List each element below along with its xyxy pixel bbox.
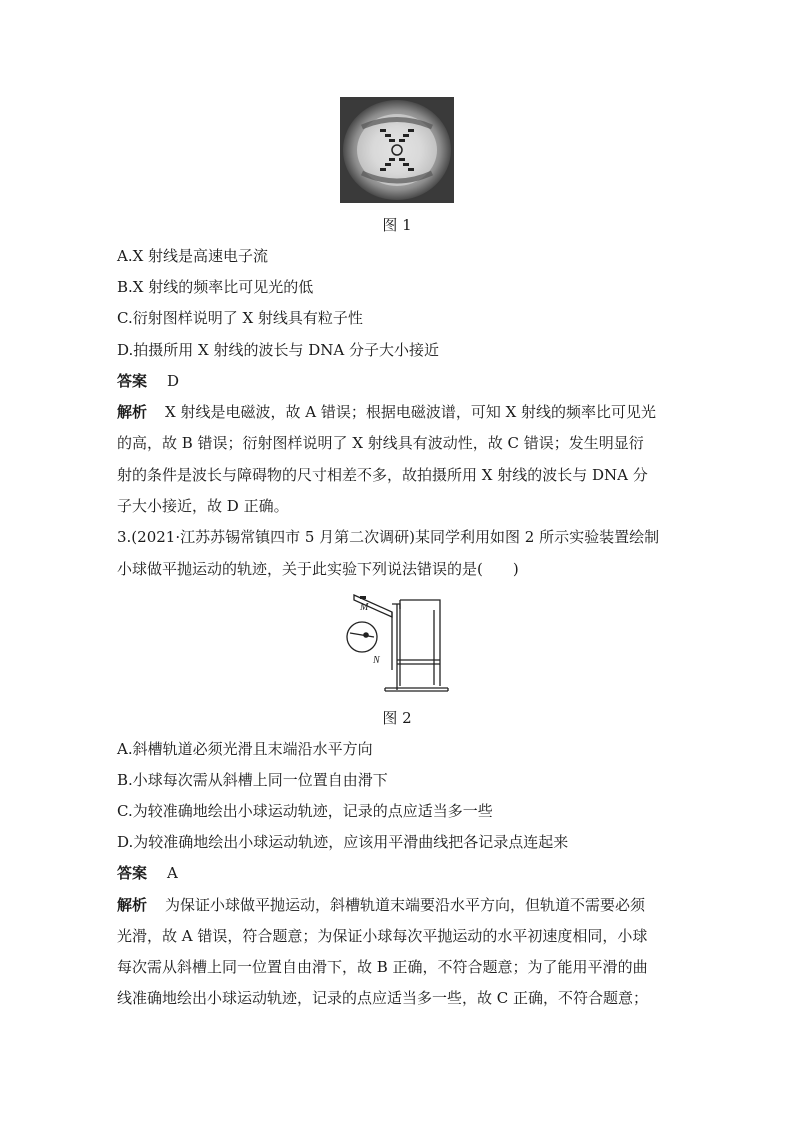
analysis-label: 解析 [117,403,148,421]
answer-value: A [167,864,178,882]
q2-option-a: A.X 射线是高速电子流 [117,247,269,265]
figure-2-caption: 图 2 [382,709,412,727]
answer-label: 答案 [117,372,148,390]
q3-stem-line-1: 3.(2021·江苏苏锡常镇四市 5 月第二次调研)某同学利用如图 2 所示实验装置绘制 [117,528,660,546]
q2-option-b: B.X 射线的频率比可见光的低 [117,278,314,296]
q3-option-c: C.为较准确地绘出小球运动轨迹，记录的点应适当多一些 [117,802,493,820]
analysis-text: X 射线是电磁波，故 A 错误；根据电磁波谱，可知 X 射线的频率比可见光 [165,403,657,421]
q3-analysis-line-3: 每次需从斜槽上同一位置自由滑下，故 B 正确，不符合题意；为了能用平滑的曲 [117,958,648,976]
q2-analysis-line-1 [117,402,656,422]
analysis-label: 解析 [117,896,148,914]
answer-value: D [167,372,180,390]
figure-1-caption: 图 1 [382,216,412,234]
q3-option-d: D.为较准确地绘出小球运动轨迹，应该用平滑曲线把各记录点连起来 [117,833,569,851]
q3-analysis-line-4: 线准确地绘出小球运动轨迹，记录的点应适当多一些，故 C 正确，不符合题意； [117,989,649,1007]
label-n: N [373,655,380,666]
q3-analysis-line-2: 光滑，故 A 错误，符合题意；为保证小球每次平抛运动的水平初速度相同，小球 [117,927,648,945]
q2-option-d: D.拍摄所用 X 射线的波长与 DNA 分子大小接近 [117,341,439,359]
q3-option-a: A.斜槽轨道必须光滑且末端沿水平方向 [117,740,373,758]
label-m: M [360,602,369,613]
apparatus-drawing [340,590,455,696]
q3-answer [117,863,178,883]
answer-label: 答案 [117,864,148,882]
analysis-text: 为保证小球做平抛运动，斜槽轨道末端要沿水平方向，但轨道不需要必须 [165,896,646,914]
q2-analysis-line-2: 的高，故 B 错误；衍射图样说明了 X 射线具有波动性，故 C 错误；发生明显衍 [117,434,644,452]
q3-analysis-line-1 [117,895,645,915]
q3-option-b: B.小球每次需从斜槽上同一位置自由滑下 [117,771,388,789]
q3-stem-line-2: 小球做平抛运动的轨迹，关于此实验下列说法错误的是( ) [117,560,519,578]
q2-analysis-line-4: 子大小接近，故 D 正确。 [117,497,289,515]
q2-option-c: C.衍射图样说明了 X 射线具有粒子性 [117,309,363,327]
q2-answer [117,371,179,391]
diffraction-photo [340,97,454,203]
figure-1-diffraction-image [340,97,454,203]
q2-analysis-line-3: 射的条件是波长与障碍物的尺寸相差不多，故拍摄所用 X 射线的波长与 DNA 分 [117,466,648,484]
figure-2-apparatus [340,590,455,696]
